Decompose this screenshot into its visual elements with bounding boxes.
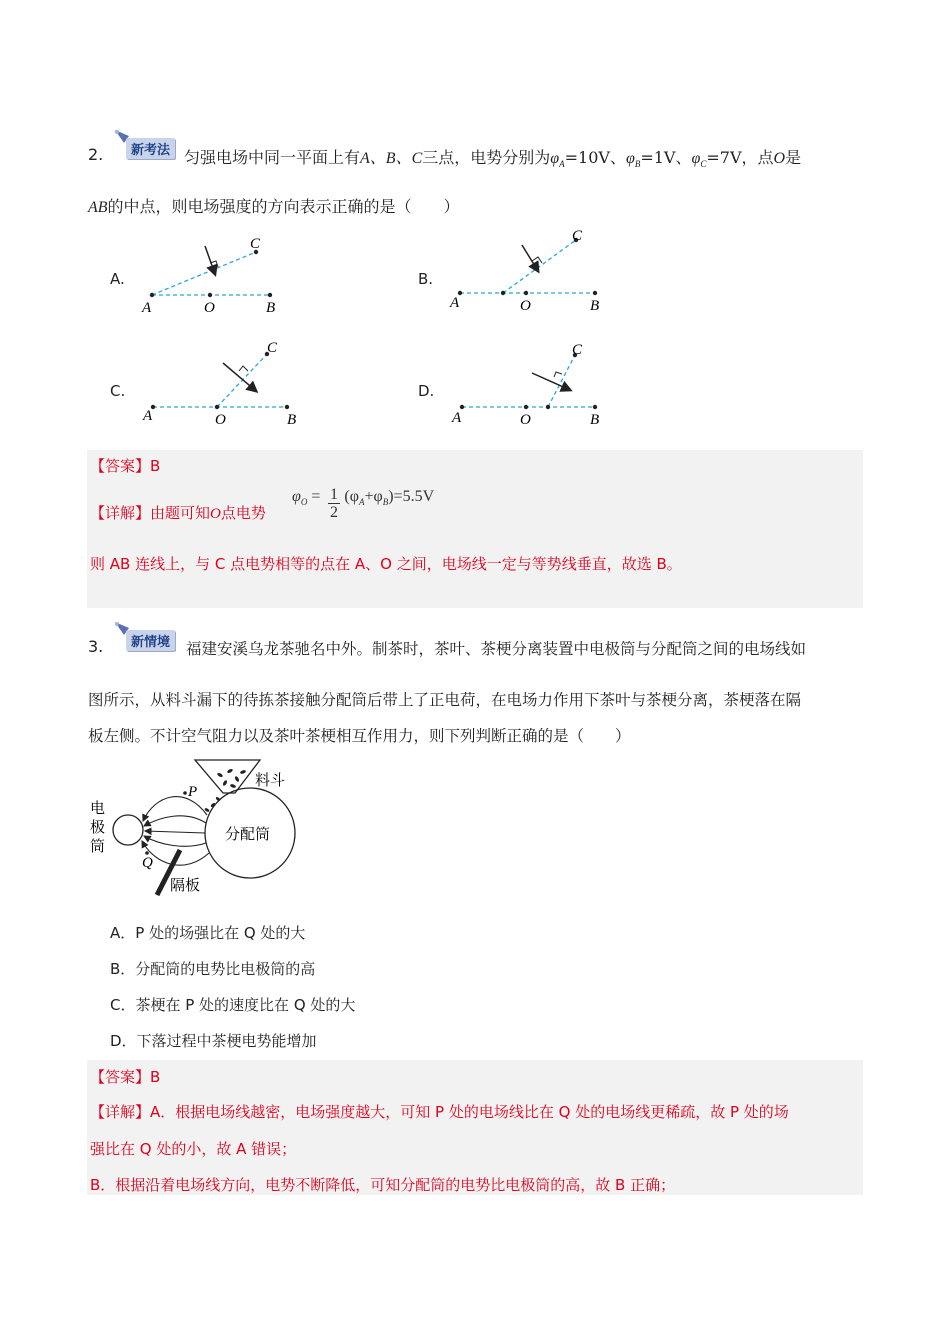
- fig-b-point-d: [501, 291, 505, 295]
- q3-figure: [85, 755, 315, 900]
- q2-stem-part4: 是: [785, 148, 802, 167]
- q2-phiA-symbol: φ: [550, 150, 560, 167]
- fig-c-label-a: A: [143, 408, 153, 424]
- q3-badge: [112, 620, 184, 650]
- formula-equals: =: [311, 488, 321, 505]
- q2-figure-b: [440, 225, 610, 320]
- fig-a-field-arrow: [205, 246, 215, 274]
- fig-b-label-b: B: [590, 298, 600, 314]
- fig-d-label-o: O: [520, 412, 531, 428]
- q2-answer: 【答案】B: [90, 457, 161, 475]
- q3-badge-label: 新情境: [126, 630, 175, 651]
- fig-c-label-c: C: [267, 340, 278, 356]
- q2-phiC-value: =7V: [706, 148, 742, 167]
- formula-half-den: 2: [330, 504, 338, 521]
- q3-option-b[interactable]: B．分配筒的电势比电极筒的高: [110, 960, 316, 978]
- q3-stem-line3: 板左侧。不计空气阻力以及茶叶茶梗相互作用力，则下列判断正确的是（ ）: [88, 727, 631, 745]
- q3-detail-text1: A．根据电场线越密，电场强度越大，可知 P 处的电场线比在 Q 处的电场线更稀疏，故 P 处的场: [150, 1103, 789, 1121]
- fig-d-line-dc: [548, 355, 575, 407]
- fig-c-label-b: B: [287, 412, 297, 428]
- q2-badge: [112, 128, 182, 158]
- q2-option-b-label[interactable]: B.: [418, 270, 434, 288]
- q2-phiB-symbol: φ: [625, 150, 635, 167]
- q2-detail-line2: 则 AB 连线上，与 C 点电势相等的点在 A、O 之间，电场线一定与等势线垂直，故选 B。: [90, 555, 682, 573]
- fig-d-point-a: [460, 405, 464, 409]
- fig-d-point-o: [524, 405, 528, 409]
- q2-line2-rest: 的中点，则电场强度的方向表示正确的是（ ）: [107, 197, 460, 216]
- q2-phiA-sub: A: [559, 159, 565, 170]
- formula-inner: (φ: [344, 488, 359, 505]
- fig-a-line-ac: [152, 252, 256, 295]
- distributor-label: 分配筒: [225, 825, 271, 843]
- tea-particles: [204, 768, 246, 812]
- q2-line2-ab: AB: [88, 199, 108, 216]
- q2-option-d-label[interactable]: D.: [418, 382, 435, 400]
- formula-end: )=5.5V: [388, 488, 435, 505]
- q2-phiC-sub: C: [700, 159, 707, 170]
- electrode-label-3: 筒: [90, 837, 106, 855]
- q2-stem-line2: [88, 194, 460, 217]
- q3-detail-line3: B．根据沿着电场线方向，电势不断降低，可知分配筒的电势比电极筒的高，故 B 正确；: [90, 1176, 676, 1194]
- q2-figure-d: [440, 340, 610, 435]
- q3-option-d[interactable]: D．下落过程中茶梗电势能增加: [110, 1032, 317, 1050]
- label-p: P: [188, 784, 198, 800]
- fig-b-right-angle: [532, 257, 542, 263]
- fig-a-point-o: [208, 293, 212, 297]
- q2-formula: [292, 486, 435, 521]
- fig-b-label-c: C: [572, 228, 583, 244]
- q2-figure-c: [135, 338, 305, 433]
- fig-b-point-o: [524, 291, 528, 295]
- q2-phiB-value: =1V: [640, 148, 676, 167]
- q3-stem-line2: 图所示，从料斗漏下的待拣茶接触分配筒后带上了正电荷，在电场力作用下茶叶与茶梗分离，茶梗落在隔: [88, 691, 802, 709]
- q2-sep1: 、: [609, 148, 626, 167]
- baffle-label: 隔板: [170, 876, 201, 894]
- q3-option-c[interactable]: C．茶梗在 P 处的速度比在 Q 处的大: [110, 996, 356, 1014]
- fig-a-point-a: [150, 293, 154, 297]
- fig-d-point-d: [546, 405, 550, 409]
- q2-stem-part2: 三点，电势分别为: [422, 148, 551, 167]
- q2-detail-text2: 点电势: [220, 504, 266, 522]
- q2-point-o: O: [773, 150, 786, 167]
- fig-a-label-c: C: [250, 236, 261, 252]
- q2-points-abc: A、B、C: [360, 150, 423, 167]
- formula-plus: +φ: [364, 488, 383, 505]
- fig-d-label-c: C: [572, 342, 583, 358]
- fig-b-point-b: [593, 291, 597, 295]
- fig-d-point-b: [593, 405, 597, 409]
- fig-c-right-angle: [239, 366, 248, 371]
- q2-number: 2.: [88, 145, 104, 164]
- formula-sub-a: A: [358, 497, 365, 508]
- fig-b-label-a: A: [450, 295, 460, 311]
- q2-stem-part3: ，点: [741, 148, 774, 167]
- q2-detail-text1: 由题可知: [150, 504, 211, 522]
- q3-detail-line2: 强比在 Q 处的小，故 A 错误；: [90, 1140, 297, 1158]
- q2-figure-a: [130, 230, 300, 320]
- electrode-label-2: 极: [90, 818, 106, 836]
- q3-option-a[interactable]: A．P 处的场强比在 Q 处的大: [110, 924, 306, 942]
- label-q: Q: [142, 855, 153, 871]
- fig-a-point-b: [268, 293, 272, 297]
- q2-detail-line1: [90, 502, 266, 523]
- fig-c-point-b: [285, 405, 289, 409]
- fig-a-label-a: A: [142, 300, 152, 316]
- fig-b-line-dc: [503, 240, 576, 293]
- formula-half-num: 1: [330, 486, 338, 503]
- q2-phiA-value: =10V: [564, 148, 610, 167]
- q3-stem-line1: 福建安溪乌龙茶驰名中外。制茶时，茶叶、茶梗分离装置中电极筒与分配筒之间的电场线如: [186, 640, 807, 658]
- q3-answer: 【答案】B: [90, 1068, 161, 1086]
- fig-d-label-b: B: [590, 412, 600, 428]
- q3-number: 3.: [88, 637, 104, 656]
- q2-phiC-symbol: φ: [691, 150, 701, 167]
- q2-detail-label: 【详解】: [90, 504, 151, 522]
- q2-answer-box: [87, 450, 863, 608]
- q2-phiB-sub: B: [634, 159, 641, 170]
- fig-b-label-o: O: [520, 298, 531, 314]
- electrode-label-1: 电: [90, 799, 106, 817]
- formula-phi-o: φ: [292, 488, 301, 505]
- fig-c-field-arrow: [223, 363, 256, 391]
- fig-a-label-o: O: [204, 300, 215, 316]
- q2-option-a-label[interactable]: A.: [110, 270, 125, 288]
- point-p: [183, 791, 187, 795]
- q2-sep2: 、: [675, 148, 692, 167]
- fig-c-label-o: O: [215, 412, 226, 428]
- formula-phi-o-sub: O: [300, 497, 308, 508]
- fig-c-point-o: [215, 405, 219, 409]
- electrode-cylinder: [113, 815, 143, 845]
- q3-detail-label: 【详解】: [90, 1103, 151, 1121]
- q2-badge-label: 新考法: [126, 138, 175, 159]
- q2-stem-line1: [184, 145, 801, 169]
- q2-stem-part1: 匀强电场中同一平面上有: [184, 148, 361, 167]
- fig-c-line-oc: [217, 354, 267, 407]
- q3-detail-line1: [90, 1101, 789, 1122]
- q2-option-c-label[interactable]: C.: [110, 382, 126, 400]
- fig-d-right-angle: [554, 372, 562, 377]
- fig-d-label-a: A: [452, 410, 462, 426]
- hopper-label: 料斗: [255, 771, 286, 789]
- formula-sub-b: B: [382, 497, 389, 508]
- fig-a-label-b: B: [266, 300, 276, 316]
- formula-fraction: [328, 486, 340, 521]
- q2-detail-o: O: [210, 506, 221, 522]
